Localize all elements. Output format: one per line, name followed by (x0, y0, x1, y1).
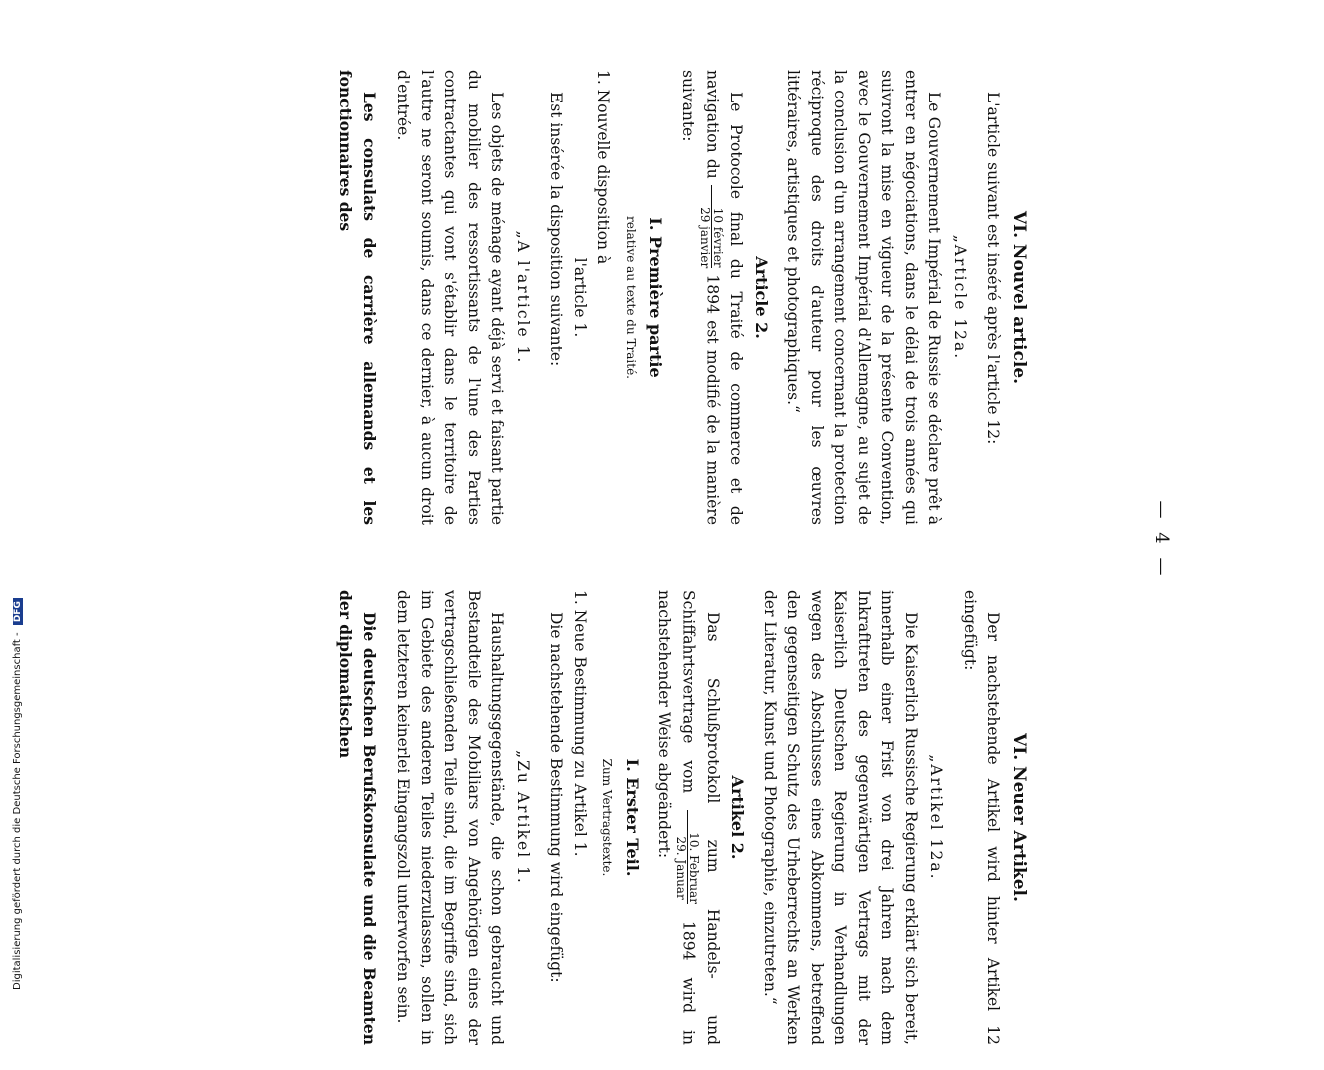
fr-inseree: Est insérée la disposition suivante: (547, 92, 566, 367)
fr-date-fraction (699, 185, 724, 268)
de-article2: Artikel 2. (728, 775, 748, 860)
dfg-logo: DFG (13, 598, 23, 625)
fr-art12a-title: „Article 12a. (951, 234, 969, 361)
rotated-page (0, 70, 1180, 1070)
fr-consulats: Les consulats de carrière allemands et les fonctionnaires des (336, 70, 379, 525)
fr-art2-text (676, 70, 748, 525)
de-date-top: 10. Februar (688, 810, 701, 904)
fr-date-top: 10 février (711, 185, 724, 268)
fr-nouvelle-2: l'article 1. (571, 257, 589, 338)
fr-art2-text-a: Le Protocole final du Traité de commerce et de navigation du (703, 70, 746, 525)
de-intro-vi: Der nachstehende Artikel wird hinter Artikel 12 eingefügt: (961, 590, 1003, 1045)
de-art12a-title: „Artikel 12a. (927, 754, 946, 881)
fr-art1-title: „A l'article 1. (514, 230, 532, 365)
fr-article2: Article 2. (752, 256, 771, 339)
de-eingefuegt: Die nachstehende Bestimmung wird eingefügt: (547, 612, 566, 983)
de-part1: I. Erster Teil. (623, 758, 642, 877)
footer-credit: Digitalisierung gefördert durch die Deutsche Forschungsgemeinschaft - (12, 632, 23, 990)
de-date-bottom: 29. Januar (674, 836, 689, 900)
de-art2-text-b: 1894 wird in nachstehender Weise abgeändert: (655, 590, 698, 1045)
french-column (334, 70, 1030, 525)
fr-date-bottom: 29 janvier (698, 207, 712, 269)
fr-intro-vi: L'article suivant est inséré après l'article 12: (984, 92, 1003, 445)
de-neue: 1. Neue Bestimmung zu Artikel 1. (571, 590, 589, 857)
page-number: — 4 — (1151, 500, 1172, 580)
fr-part1: I. Première partie (646, 217, 666, 378)
de-art12a-text: Die Kaiserlich Russische Regierung erklärt sich bereit, innerhalb einer Frist von drei Jahren nach dem Inkrafttreten des gegenwärtigen Vertrags mit der Kaiserlich Deutschen Regierung in Verhandlungen wegen des Abschlusses eines Abkommens, betreffend den gegenseitigen Schutz des Urheberrechts an Werken der Literatur, Kunst und Photographie, einzutreten.“ (761, 590, 920, 1045)
fr-heading-vi: VI. Nouvel article. (1009, 210, 1029, 385)
fr-art2-text-b: 1894 est modifié de la manière suivante: (679, 70, 722, 525)
fr-nouvelle: 1. Nouvelle disposition à (594, 70, 613, 265)
de-heading-vi: VI. Neuer Artikel. (1009, 733, 1029, 902)
de-date-fraction (676, 810, 701, 904)
de-art2-text (652, 590, 724, 1045)
de-konsulate: Die deutschen Berufskonsulate und die Beamten der diplomatischen (336, 590, 379, 1045)
fr-part1-sub: relative au texte du Traité. (624, 215, 638, 379)
fr-art12a-text: Le Gouvernement Impérial de Russie se déclare prêt à entrer en négociations, dans le délai de trois années qui suivront la mise en vigueur de la présente Convention, avec le Gouvernement Impérial d'Allemagne, au sujet de la conclusion d'un arrangement concernant la protection réciproque des droits d'auteur pour les œuvres littéraires, artistiques et photographiques.“ (784, 70, 944, 525)
fr-art1-text: Les objets de ménage ayant déjà servi et faisant partie du mobilier des ressortissants de l'une des Parties contractantes qui vont s'établir dans le territoire de l'autre ne seront soumis, dans ce dernier, à aucun droit d'entrée. (394, 70, 507, 525)
de-art2-text-a: Das Schlußprotokoll zum Handels- und Schiffahrtsvertrage vom (680, 590, 722, 1045)
de-art1-text: Haushaltungsgegenstände, die schon gebraucht und Bestandteile des Mobiliars von Angehörigen eines der vertragschließenden Teile sind, die im Begriffe sind, sich im Gebiete des anderen Teiles niederzulassen, sollen in dem letzteren keinerlei Eingangszoll unterworfen sein. (394, 590, 507, 1045)
de-art1-title: „Zu Artikel 1. (514, 750, 532, 885)
german-column (334, 590, 1030, 1045)
de-part1-sub: Zum Vertragstexte. (600, 758, 615, 877)
